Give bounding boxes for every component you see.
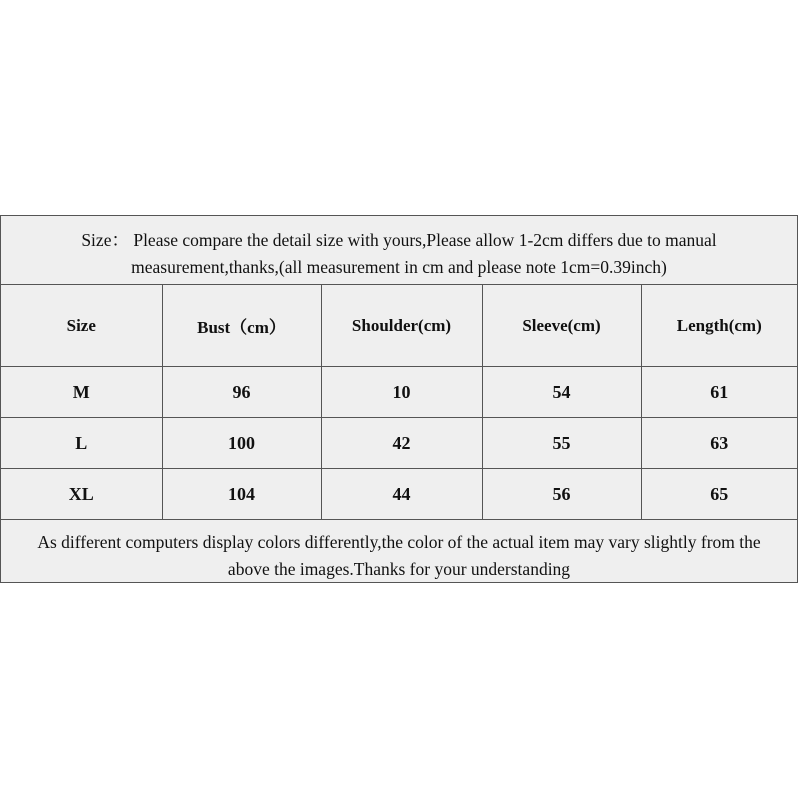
header-shoulder: Shoulder(cm)	[321, 285, 482, 367]
cell-shoulder: 10	[321, 367, 482, 418]
cell-sleeve: 55	[482, 418, 641, 469]
header-bust: Bust（cm）	[162, 285, 321, 367]
table-row	[1, 367, 797, 418]
footer-note	[1, 519, 797, 585]
cell-sleeve: 56	[482, 469, 641, 520]
intro-line-2: measurement,thanks,(all measurement in cm and please note 1cm=0.39inch)	[131, 257, 667, 277]
intro-line-1: Size： Please compare the detail size with yours,Please allow 1-2cm differs due to manual	[81, 230, 717, 250]
intro-note	[1, 216, 797, 285]
cell-bust: 104	[162, 469, 321, 520]
table-row	[1, 418, 797, 469]
size-chart	[0, 215, 798, 583]
header-length: Length(cm)	[641, 285, 797, 367]
header-size: Size	[1, 285, 162, 367]
footer-line-2: above the images.Thanks for your understanding	[227, 559, 571, 579]
table-row	[1, 469, 797, 520]
cell-length: 63	[641, 418, 797, 469]
cell-shoulder: 42	[321, 418, 482, 469]
header-row	[1, 285, 797, 367]
cell-size: L	[1, 418, 162, 469]
cell-bust: 100	[162, 418, 321, 469]
cell-shoulder: 44	[321, 469, 482, 520]
cell-sleeve: 54	[482, 367, 641, 418]
header-sleeve: Sleeve(cm)	[482, 285, 641, 367]
cell-size: M	[1, 367, 162, 418]
cell-length: 65	[710, 483, 729, 504]
cell-size: XL	[1, 469, 162, 520]
footer-line-1: As different computers display colors differently,the color of the actual item may vary slightly from the	[37, 532, 761, 552]
cell-length: 61	[641, 367, 797, 418]
cell-bust: 96	[162, 367, 321, 418]
size-table	[1, 285, 797, 519]
